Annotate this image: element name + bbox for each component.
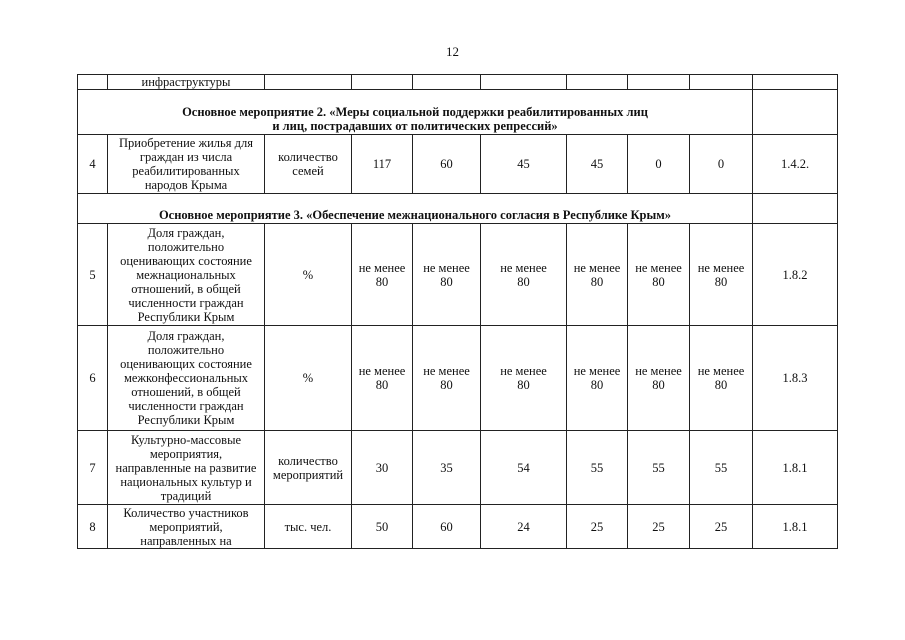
value-line: не менее <box>423 260 470 275</box>
value-line: не менее <box>573 364 621 378</box>
description-line: численности граждан <box>128 295 244 310</box>
value-cell: 24 <box>481 505 567 549</box>
description-line: Культурно-массовые <box>130 432 242 447</box>
unit-cell <box>265 135 352 194</box>
description-line: направленные на развитие <box>115 460 257 475</box>
description-line: Доля граждан, <box>147 225 225 240</box>
description-line: народов Крыма <box>144 178 228 192</box>
description-cell <box>108 224 265 326</box>
unit-line: % <box>302 267 314 282</box>
section-title <box>78 194 753 224</box>
unit-line: количество <box>278 150 338 164</box>
value-cell: 25 <box>567 505 628 549</box>
description-line: межконфессиональных <box>123 371 249 385</box>
unit-cell <box>265 505 352 549</box>
value-line: 80 <box>517 274 530 289</box>
value-line: не менее <box>697 364 745 378</box>
reference-cell <box>753 194 838 224</box>
description-line: Доля граждан, <box>147 329 225 343</box>
value-cell <box>481 224 567 326</box>
description-cell <box>108 326 265 431</box>
reference-cell: 1.8.1 <box>753 431 838 505</box>
row-number-cell: 5 <box>78 224 108 326</box>
description-line: Количество участников <box>123 505 249 520</box>
unit-cell <box>265 326 352 431</box>
table-row <box>78 431 838 505</box>
value-line: не менее <box>635 260 682 275</box>
reference-cell: 1.8.2 <box>753 224 838 326</box>
reference-cell: 1.4.2. <box>753 135 838 194</box>
value-cell <box>567 326 628 431</box>
table-row-continuation <box>78 75 838 90</box>
value-line: не менее <box>423 364 470 378</box>
value-cell <box>352 75 413 90</box>
unit-line: количество <box>278 453 338 468</box>
value-line: 80 <box>652 274 665 289</box>
value-cell <box>628 224 690 326</box>
value-line: не менее <box>635 364 682 378</box>
value-cell <box>413 75 481 90</box>
description-line: мероприятий, <box>149 519 223 534</box>
unit-line: семей <box>292 164 324 178</box>
description-line: граждан из числа <box>139 150 233 164</box>
section-title-line: и лиц, пострадавших от политических репрессий» <box>272 119 558 133</box>
description-line: численности граждан <box>128 399 244 413</box>
reference-cell: 1.8.3 <box>753 326 838 431</box>
section-title <box>78 90 753 135</box>
row-number-cell: 6 <box>78 326 108 431</box>
value-cell: 50 <box>352 505 413 549</box>
value-cell <box>352 326 413 431</box>
section-title-line: Основное мероприятие 2. «Меры социальной поддержки реабилитированных лиц <box>182 105 648 119</box>
description-line: отношений, в общей <box>131 385 241 399</box>
value-cell <box>352 224 413 326</box>
value-line: 80 <box>375 274 389 289</box>
value-cell <box>413 224 481 326</box>
description-cell <box>108 505 265 549</box>
indicators-table <box>77 74 838 549</box>
reference-cell <box>753 90 838 135</box>
value-cell <box>628 326 690 431</box>
description-line: Республики Крым <box>137 413 235 427</box>
value-cell: 55 <box>567 431 628 505</box>
description-line: положительно <box>147 343 225 357</box>
table-row <box>78 326 838 431</box>
value-cell: 30 <box>352 431 413 505</box>
description-line: национальных культур и <box>120 474 252 489</box>
value-line: 80 <box>714 274 728 289</box>
value-cell: 45 <box>481 135 567 194</box>
value-line: 80 <box>590 378 604 392</box>
table-row <box>78 224 838 326</box>
value-line: 80 <box>714 378 728 392</box>
row-number-cell: 7 <box>78 431 108 505</box>
value-cell <box>690 224 753 326</box>
value-line: не менее <box>573 260 621 275</box>
value-cell: 60 <box>413 505 481 549</box>
value-line: не менее <box>358 364 406 378</box>
unit-cell <box>265 224 352 326</box>
value-cell: 25 <box>628 505 690 549</box>
value-cell: 25 <box>690 505 753 549</box>
description-line: Приобретение жилья для <box>119 136 253 150</box>
value-cell <box>481 75 567 90</box>
description-line: отношений, в общей <box>131 281 241 296</box>
value-line: 80 <box>652 378 665 392</box>
description-line: положительно <box>147 239 225 254</box>
unit-line: % <box>302 371 314 385</box>
description-line: оценивающих состояние <box>120 253 252 268</box>
value-line: 80 <box>517 378 530 392</box>
description-line: оценивающих состояние <box>120 357 252 371</box>
section-header-row <box>78 194 838 224</box>
value-line: не менее <box>500 364 547 378</box>
value-cell: 55 <box>690 431 753 505</box>
unit-line: тыс. чел. <box>284 519 332 534</box>
value-cell: 0 <box>628 135 690 194</box>
value-line: 80 <box>440 274 453 289</box>
value-cell <box>690 326 753 431</box>
table-row <box>78 505 838 549</box>
value-cell: 60 <box>413 135 481 194</box>
value-cell: 117 <box>352 135 413 194</box>
value-cell: 55 <box>628 431 690 505</box>
row-number-cell <box>78 75 108 90</box>
description-line: традиций <box>160 488 212 503</box>
reference-cell: 1.8.1 <box>753 505 838 549</box>
unit-line: мероприятий <box>272 467 344 482</box>
value-cell <box>567 224 628 326</box>
description-line: Республики Крым <box>137 309 235 324</box>
value-cell <box>481 326 567 431</box>
page-number: 12 <box>446 44 459 59</box>
value-cell <box>413 326 481 431</box>
table-row <box>78 135 838 194</box>
value-cell: 35 <box>413 431 481 505</box>
value-line: не менее <box>500 260 547 275</box>
description-line: мероприятия, <box>149 446 223 461</box>
value-cell: 0 <box>690 135 753 194</box>
value-line: 80 <box>590 274 604 289</box>
unit-cell <box>265 431 352 505</box>
row-number-cell: 4 <box>78 135 108 194</box>
value-cell: 54 <box>481 431 567 505</box>
description-cell <box>108 135 265 194</box>
value-line: не менее <box>358 260 406 275</box>
section-title-line: Основное мероприятие 3. «Обеспечение межнационального согласия в Республике Крым» <box>158 208 672 222</box>
value-cell <box>628 75 690 90</box>
row-number-cell: 8 <box>78 505 108 549</box>
value-cell <box>567 75 628 90</box>
value-cell: 45 <box>567 135 628 194</box>
table-body <box>78 75 838 549</box>
value-cell <box>690 75 753 90</box>
reference-cell <box>753 75 838 90</box>
description-line: межнациональных <box>136 267 236 282</box>
section-header-row <box>78 90 838 135</box>
value-line: 80 <box>375 378 389 392</box>
description-cell <box>108 431 265 505</box>
description-line: направленных на <box>140 533 232 548</box>
description-cell: инфраструктуры <box>108 75 265 90</box>
description-line: реабилитированных <box>132 164 240 178</box>
value-line: 80 <box>440 378 453 392</box>
value-line: не менее <box>697 260 745 275</box>
unit-cell <box>265 75 352 90</box>
